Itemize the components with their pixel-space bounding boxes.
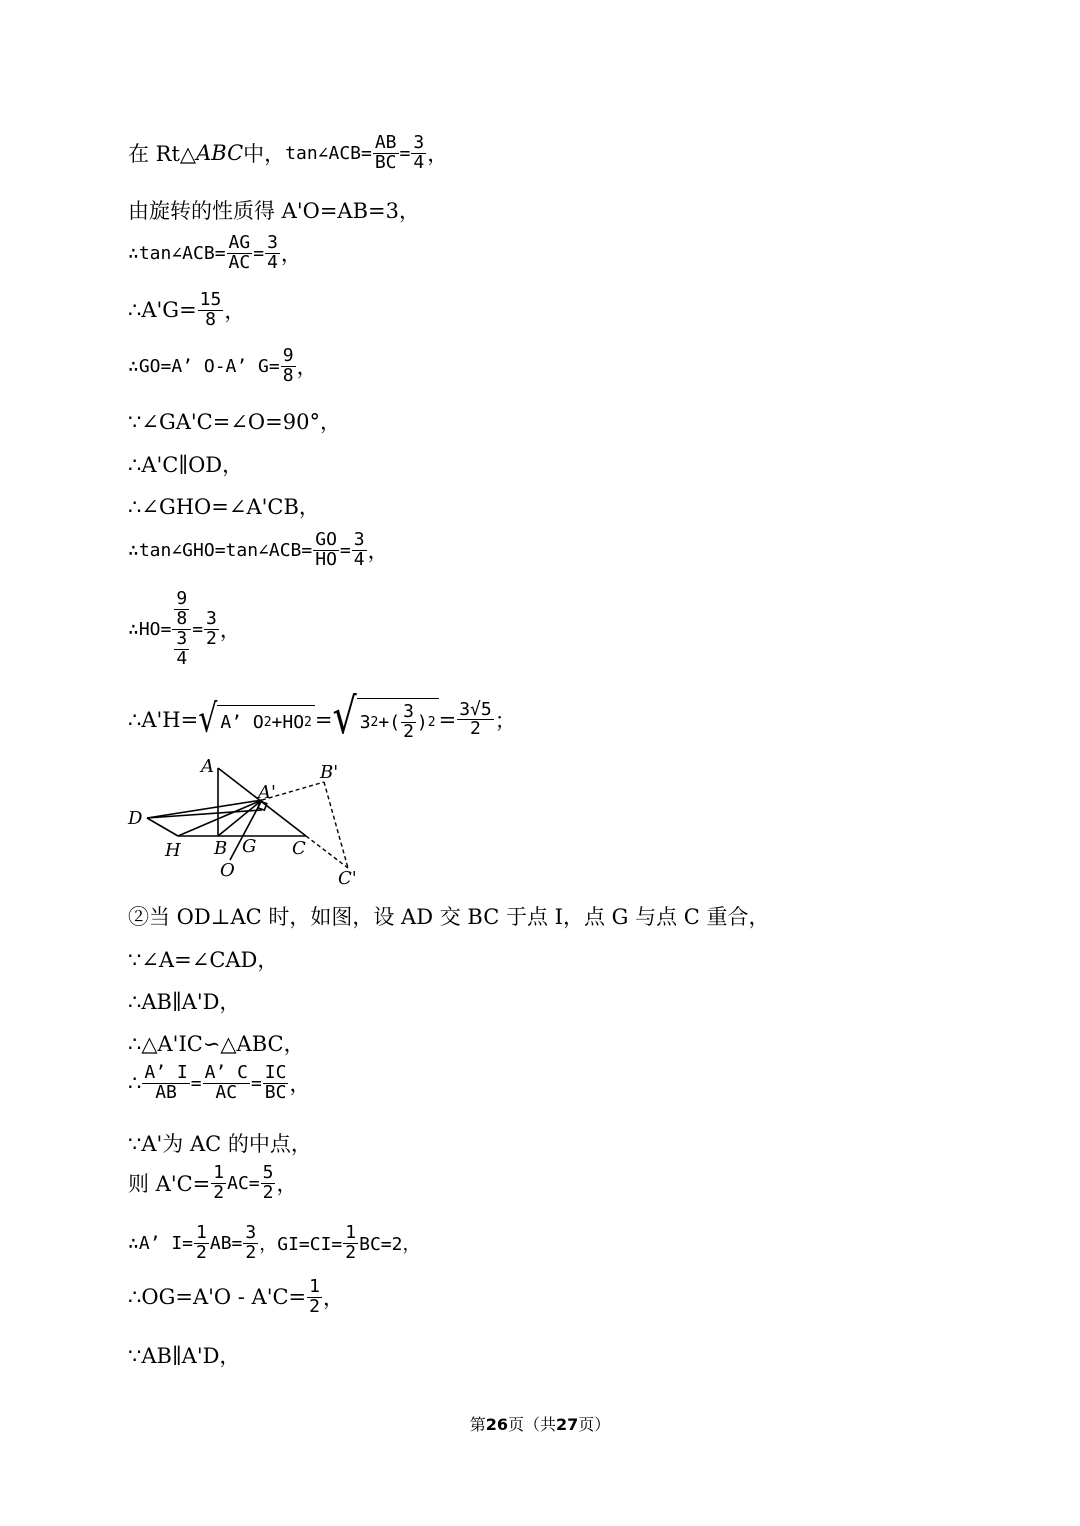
label-D: D bbox=[128, 808, 143, 829]
text: 中， bbox=[243, 142, 286, 167]
math-text: ∴HO= bbox=[128, 618, 172, 640]
math-text: ∴tan∠ACB= bbox=[128, 242, 226, 264]
label-C-prime: C' bbox=[338, 868, 357, 889]
label-B: B bbox=[214, 838, 228, 859]
fraction: $\frac{3}{2}$ bbox=[245, 1222, 257, 1263]
text: ②当 OD⊥AC 时，如图，设 AD 交 BC 于点 I，点 G 与点 C 重合， bbox=[128, 905, 770, 929]
line-7 bbox=[128, 449, 243, 479]
fraction: $\frac{3}{4}$ bbox=[267, 232, 278, 273]
fraction: $\frac{3}{2}$ bbox=[206, 607, 217, 649]
line-19: ∴A’ I= $\frac{1}{2}$ AB= $\frac{3}{2}$ ，GI=CI= $\frac{1}{2}$ BC=2， bbox=[128, 1222, 421, 1263]
fraction: $\frac{A’ C}{AC}$ bbox=[204, 1062, 248, 1103]
line-14 bbox=[128, 986, 240, 1016]
line-16: ∴ $\frac{A’ I}{AB}$ = $\frac{A’ C}{AC}$ = $\frac{IC}{BC}$ ， bbox=[128, 1062, 311, 1103]
fraction: $\frac{IC}{BC}$ bbox=[264, 1062, 287, 1103]
fraction: $\frac{3}{4}$ bbox=[413, 132, 425, 173]
line-12 bbox=[128, 901, 770, 931]
line-4: ∴A'G= $\frac{15}{8}$ ， bbox=[128, 289, 246, 330]
text: ∴A'C∥OD， bbox=[128, 453, 244, 477]
square-root: √ A’ O 2 +HO 2 bbox=[198, 705, 315, 735]
math-text: ∴tan∠GHO=tan∠ACB= bbox=[128, 539, 313, 561]
line-18: 则 A'C= $\frac{1}{2}$ AC= $\frac{5}{2}$ ， bbox=[128, 1162, 298, 1203]
label-H: H bbox=[165, 840, 181, 861]
line-3: ∴tan∠ACB= $\frac{AG}{AC}$ = $\frac{3}{4}$ ， bbox=[128, 232, 302, 273]
text: ∴AB∥A'D， bbox=[128, 990, 241, 1014]
fraction: $\frac{3}{4}$ bbox=[353, 529, 365, 570]
fraction: $\frac{1}{2}$ bbox=[345, 1222, 357, 1263]
label-G: G bbox=[242, 836, 257, 857]
line-10: ∴HO= 9 8 3 4 = $\frac{3}{2}$ ， bbox=[128, 588, 241, 669]
fraction: $\frac{9}{8}$ bbox=[282, 345, 294, 386]
text: ∵∠GA'C=∠O=90°， bbox=[128, 410, 341, 434]
line-20: ∴OG=A'O - A'C= $\frac{1}{2}$ ， bbox=[128, 1276, 344, 1317]
text: 由旋转的性质得 A'O=AB=3， bbox=[128, 199, 420, 223]
square-root: √ 3 2 +( $\frac{3}{2}$ ) 2 bbox=[332, 698, 438, 742]
line-9: ∴tan∠GHO=tan∠ACB= $\frac{GO}{HO}$ = $\frac{3}{4}$ ， bbox=[128, 529, 389, 570]
page-footer: 第26页（共27页） bbox=[469, 1415, 611, 1434]
line-2 bbox=[128, 195, 420, 225]
math-text: tan∠ACB= bbox=[285, 142, 372, 164]
fraction: $\frac{5}{2}$ bbox=[262, 1162, 274, 1203]
compound-fraction: 9 8 3 4 bbox=[172, 590, 191, 669]
label-O: O bbox=[220, 860, 235, 881]
line-11: ∴A'H= √ A’ O 2 +HO 2 = √ 3 2 +( $\frac{3}{2}$ ) 2 = $\frac{3√5}{2}$ ； bbox=[128, 687, 516, 745]
line-5: ∴GO=A’ O-A’ G= $\frac{9}{8}$ ， bbox=[128, 345, 318, 386]
line-1: 在 Rt△ ABC 中， tan∠ACB= $\frac{AB}{BC}$ = $\frac{3}{4}$ ， bbox=[128, 132, 449, 173]
line-15 bbox=[128, 1028, 305, 1058]
text: ∴△A'IC∽△ABC， bbox=[128, 1032, 305, 1056]
math-text: ∴A'H= bbox=[128, 707, 199, 732]
fraction: $\frac{1}{2}$ bbox=[213, 1162, 225, 1203]
label-B-prime: B' bbox=[320, 762, 339, 783]
text: ∵A'为 AC 的中点， bbox=[128, 1132, 312, 1156]
fraction: $\frac{3√5}{2}$ bbox=[459, 698, 492, 740]
fraction: $\frac{AG}{AC}$ bbox=[228, 232, 251, 273]
triangle-name: ABC bbox=[196, 141, 244, 166]
line-17 bbox=[128, 1128, 312, 1158]
line-8 bbox=[128, 491, 320, 521]
text: 在 Rt△ bbox=[128, 142, 197, 167]
geometry-figure bbox=[120, 752, 370, 892]
text: ∵∠A=∠CAD， bbox=[128, 948, 279, 972]
line-21 bbox=[128, 1340, 240, 1370]
label-A-prime: A' bbox=[258, 782, 276, 803]
fraction: $\frac{A’ I}{AB}$ bbox=[144, 1062, 188, 1103]
text: ∵AB∥A'D， bbox=[128, 1344, 241, 1368]
label-C: C bbox=[292, 838, 306, 859]
math-text: ∴A'G= bbox=[128, 298, 197, 323]
fraction: $\frac{15}{8}$ bbox=[199, 289, 222, 330]
fraction: $\frac{AB}{BC}$ bbox=[374, 132, 397, 173]
fraction: $\frac{1}{2}$ bbox=[196, 1222, 207, 1263]
line-6 bbox=[128, 406, 341, 436]
text: ∴∠GHO=∠A'CB， bbox=[128, 495, 320, 519]
label-A: A bbox=[201, 756, 214, 777]
line-13 bbox=[128, 944, 278, 974]
fraction: $\frac{GO}{HO}$ bbox=[315, 529, 337, 570]
math-text: ∴GO=A’ O-A’ G= bbox=[128, 355, 280, 377]
fraction: $\frac{1}{2}$ bbox=[309, 1276, 320, 1317]
